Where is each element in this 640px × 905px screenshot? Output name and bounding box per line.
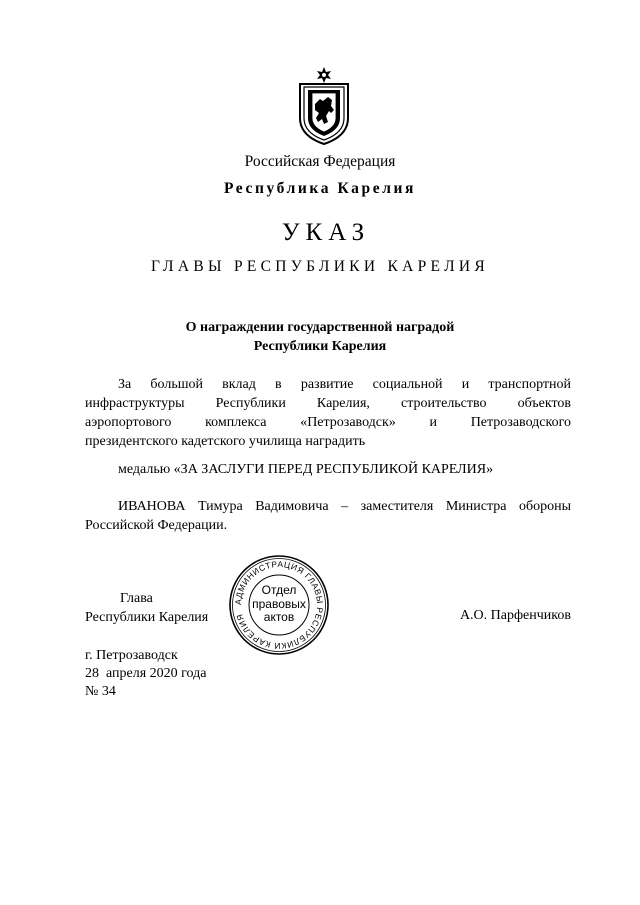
issue-date: 28 апреля 2020 года (85, 666, 207, 681)
paragraph-line: президентского кадетского училища наградить (85, 434, 366, 449)
award-line: медалью «ЗА ЗАСЛУГИ ПЕРЕД РЕСПУБЛИКОЙ КАРЕЛИЯ» (118, 462, 494, 477)
karelia-coat-of-arms-icon (296, 66, 352, 146)
paragraph-line: инфраструктуры Республики Карелия, строительство объектов (85, 396, 571, 411)
decree-title-line1: О награждении государственной наградой (185, 320, 455, 335)
decree-paragraph-reason (85, 375, 571, 451)
country-name: Российская Федерация (244, 153, 396, 170)
paragraph-line: За большой вклад в развитие социальной и транспортной (118, 377, 571, 392)
recipient-line: ИВАНОВА Тимура Вадимовича – заместителя Министра обороны (118, 499, 571, 514)
stamp-ring-text: АДМИНИСТРАЦИЯ ГЛАВЫ РЕСПУБЛИКИ КАРЕЛИЯ (232, 558, 326, 652)
document-footer (85, 647, 207, 701)
stamp-center-line3: актов (263, 610, 295, 624)
issuer-title: ГЛАВЫ РЕСПУБЛИКИ КАРЕЛИЯ (150, 258, 490, 275)
document-type: УКАЗ (281, 219, 371, 246)
official-stamp (228, 554, 330, 656)
signatory-position-line1: Глава (120, 591, 153, 606)
decree-paragraph-award (85, 460, 571, 479)
stamp-center-line1: Отдел (261, 583, 297, 597)
signatory-name: А.О. Парфенчиков (459, 608, 571, 623)
decree-number: № 34 (85, 684, 116, 699)
issue-city: г. Петрозаводск (85, 648, 178, 663)
paragraph-line: аэропортового комплекса «Петрозаводск» и Петрозаводского (85, 415, 571, 430)
republic-name: Республика Карелия (223, 180, 417, 197)
signatory-position-line2: Республики Карелия (85, 610, 209, 625)
decree-paragraph-recipient (85, 497, 571, 535)
signatory-position (85, 589, 208, 627)
recipient-line: Российской Федерации. (85, 518, 228, 533)
stamp-center-line2: правовых (252, 597, 306, 611)
decree-title-line2: Республики Карелия (253, 339, 387, 354)
